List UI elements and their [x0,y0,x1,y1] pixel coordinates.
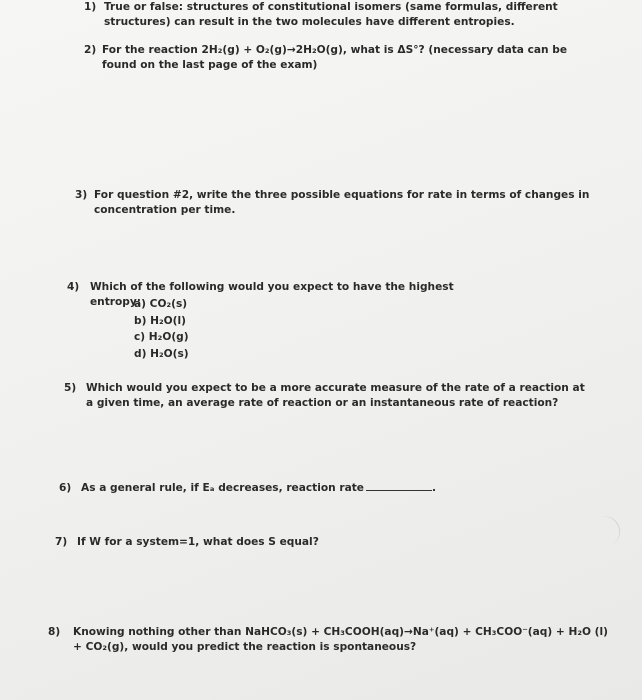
option-c: c) H₂O(g) [134,331,189,344]
question-text: For the reaction 2H₂(g) + O₂(g)→2H₂O(g), what is ΔS°? (necessary data can be found on the last page of the exam) [102,44,568,71]
question-text: If W for a system=1, what does S equal? [77,536,319,548]
question-2 [84,43,589,73]
bleed-through-mark [589,512,625,549]
question-text: Knowing nothing other than NaHCO₃(s) + CH₃COOH(aq)→Na⁺(aq) + CH₃COO⁻(aq) + H₂O (l) + CO₂(g), would you predict the reaction is spontaneous? [73,626,608,653]
question-text: Which would you expect to be a more accurate measure of the rate of a reaction at a given time, an average rate of reaction or an instantaneous rate of reaction? [86,382,585,409]
question-8 [48,625,608,655]
question-1 [84,0,584,30]
question-text: True or false: structures of constitutional isomers (same formulas, different structures) can result in the two molecules have different entropies. [104,1,558,28]
question-number: 5) [64,382,77,394]
option-a: a) CO₂(s) [134,298,188,310]
question-number: 8) [48,626,61,638]
answer-options [134,296,189,362]
question-number: 3) [75,189,88,201]
question-7 [55,535,455,550]
question-number: 1) [84,1,97,13]
question-number: 4) [67,281,80,293]
question-number: 6) [59,482,72,494]
question-text: As a general rule, if Eₐ decreases, reaction rate [81,482,364,494]
question-4 [67,280,487,310]
bleed-through [40,92,622,102]
question-number: 7) [55,536,68,548]
question-6 [59,481,459,496]
answer-blank [366,481,432,491]
blank-period: . [432,482,437,494]
option-b: b) H₂O(l) [134,314,186,327]
question-text: For question #2, write the three possible equations for rate in terms of changes in concentration per time. [94,189,590,216]
question-number: 2) [84,44,97,56]
question-5 [64,381,589,411]
question-3 [75,188,605,218]
option-d: d) H₂O(s) [134,347,189,360]
question-text: Which of the following would you expect to have the highest entropy: [90,281,454,308]
